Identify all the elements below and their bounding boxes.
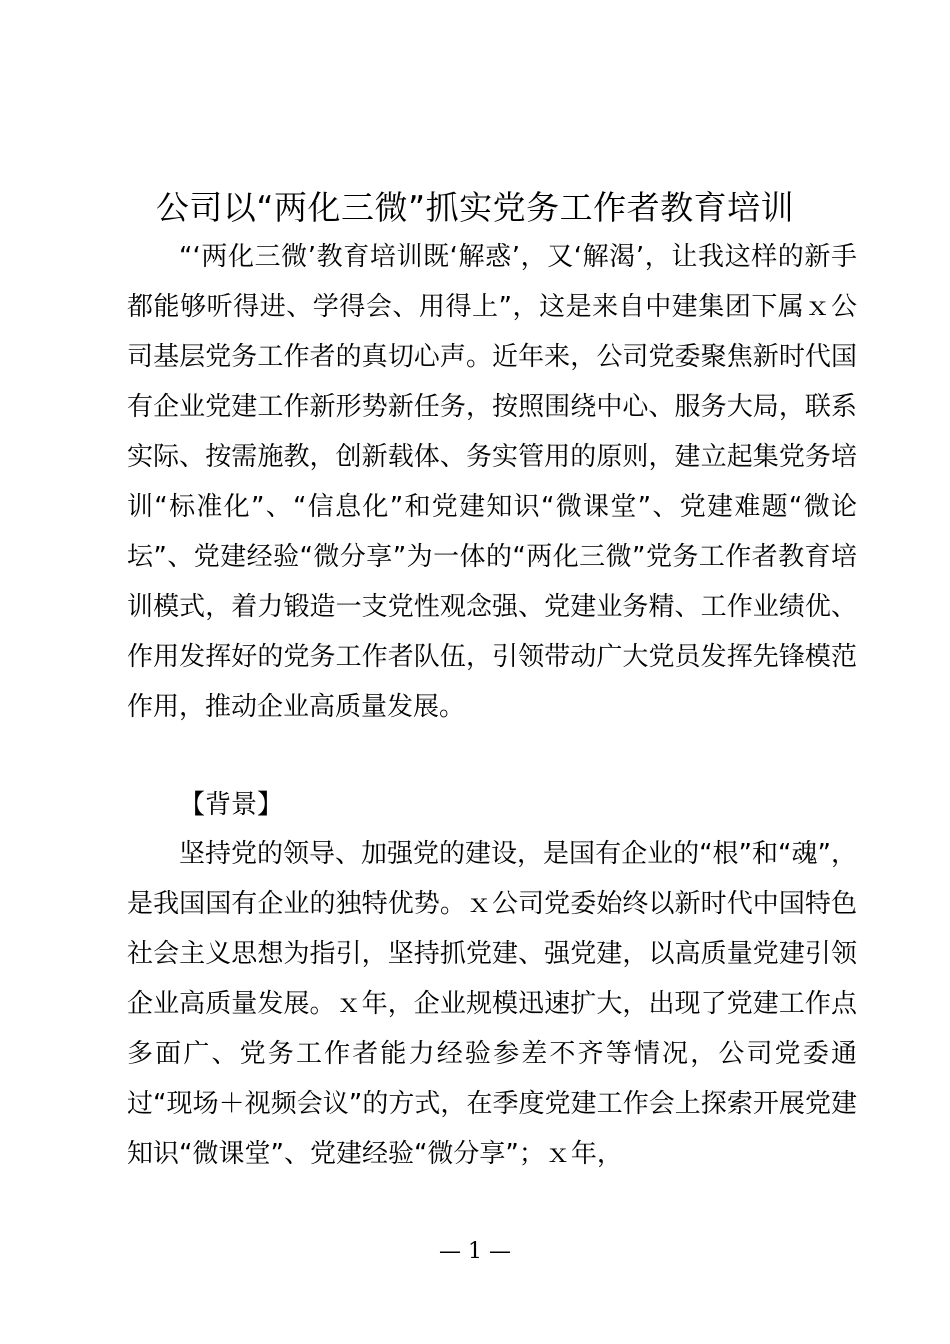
- background-paragraph: 坚持党的领导、加强党的建设，是国有企业的“根”和“魂”，是我国国有企业的独特优势。ｘ公司党委始终以新时代中国特色社会主义思想为指引，坚持抓党建、强党建，以高质量党建引领企业高质量发展。ｘ年，企业规模迅速扩大，出现了党建工作点多面广、党务工作者能力经验参差不齐等情况，公司党委通过“现场＋视频会议”的方式，在季度党建工作会上探索开展党建知识“微课堂”、党建经验“微分享”；ｘ年，: [127, 839, 857, 1169]
- background-heading-block: [127, 780, 857, 830]
- intro-paragraph: “‘两化三微’教育培训既‘解惑’，又‘解渴’，让我这样的新手都能够听得进、学得会、用得上”，这是来自中建集团下属ｘ公司基层党务工作者的真切心声。近年来，公司党委聚焦新时代国有企业党建工作新形势新任务，按照围绕中心、服务大局，联系实际、按需施教，创新载体、务实管用的原则，建立起集党务培训“标准化”、“信息化”和党建知识“微课堂”、党建难题“微论坛”、党建经验“微分享”为一体的“两化三微”党务工作者教育培训模式，着力锻造一支党性观念强、党建业务精、工作业绩优、作用发挥好的党务工作者队伍，引领带动广大党员发挥先锋模范作用，推动企业高质量发展。: [127, 242, 857, 722]
- background-paragraph-block: [127, 829, 857, 1179]
- section-heading-background: 【背景】: [179, 790, 284, 820]
- page-number: — 1 —: [439, 1239, 511, 1264]
- document-title: 公司以“两化三微”抓实党务工作者教育培训: [155, 188, 795, 227]
- intro-paragraph-block: [127, 232, 857, 732]
